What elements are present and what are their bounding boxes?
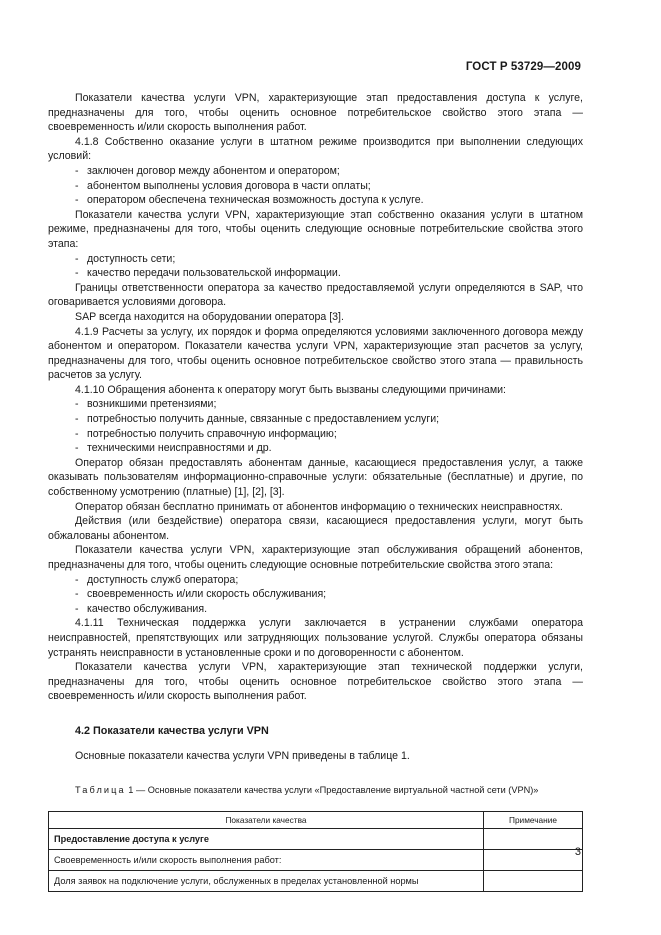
table-cell-note <box>484 849 583 870</box>
list-marker: - <box>75 164 79 177</box>
table-cell-indicator: Предоставление доступа к услуге <box>49 828 484 849</box>
paragraph: Показатели качества услуги VPN, характеризующие этап обслуживания обращений абонентов, предназначены для того, чтобы оценить следующие основные потребительские свойства этого этапа: <box>48 544 583 571</box>
list-item-text: абонентом выполнены условия договора в части оплаты; <box>87 179 371 192</box>
paragraph: Оператор обязан предоставлять абонентам данные, касающиеся предоставления услуг, а также оказывать пользователям информационно-справочные услуги: обязательные (бесплатные) и другие, по собственному усмотрению (платные) [1], [2], [3]. <box>48 456 583 499</box>
paragraph: Оператор обязан бесплатно принимать от абонентов информацию о технических неисправностях. <box>75 500 563 513</box>
table-caption-label: Таблица <box>75 785 126 796</box>
page-body <box>48 91 583 892</box>
paragraph: Показатели качества услуги VPN, характеризующие этап предоставления доступа к услуге, предназначены для того, чтобы оценить основное потребительское свойство этого этапа — своевременность и/или скорость выполнения работ. <box>48 92 583 134</box>
list-marker: - <box>75 252 79 265</box>
paragraph: SAP всегда находится на оборудовании оператора [3]. <box>75 310 344 323</box>
list-item-text: доступность служб оператора; <box>87 573 239 586</box>
table-row <box>49 828 583 849</box>
list-item <box>48 412 583 427</box>
paragraph: Действия (или бездействие) оператора связи, касающиеся предоставления услуги, могут быть обжалованы абонентом. <box>48 515 583 542</box>
list-item <box>48 193 583 208</box>
list-marker: - <box>75 267 79 280</box>
quality-indicators-table <box>48 811 583 892</box>
list-item <box>48 397 583 412</box>
list-item <box>48 441 583 456</box>
list-item <box>48 179 583 194</box>
list-item-text: потребностью получить данные, связанные с предоставлением услуги; <box>87 413 440 426</box>
list-item <box>48 602 583 617</box>
list-item-text: оператором обеспечена техническая возможность доступа к услуге. <box>87 194 424 207</box>
list-item-text: потребностью получить справочную информацию; <box>87 427 337 440</box>
list-item <box>48 164 583 179</box>
table-header-note: Примечание <box>484 811 583 828</box>
paragraph: 4.1.10 Обращения абонента к оператору могут быть вызваны следующими причинами: <box>75 383 506 396</box>
paragraph: 4.1.8 Собственно оказание услуги в штатном режиме производится при выполнении следующих условий: <box>48 135 583 163</box>
list-marker: - <box>75 442 79 455</box>
list-item <box>48 573 583 588</box>
list-marker: - <box>75 194 79 207</box>
list-item-text: техническими неисправностями и др. <box>87 442 272 455</box>
list-item <box>48 587 583 602</box>
table-cell-indicator: Доля заявок на подключение услуги, обслуженных в пределах установленной нормы <box>49 870 484 891</box>
table-caption <box>48 783 583 798</box>
list-item-text: своевременность и/или скорость обслуживания; <box>87 588 327 601</box>
list-marker: - <box>75 588 79 601</box>
table-cell-note <box>484 828 583 849</box>
list-item <box>48 427 583 442</box>
table-header-indicator: Показатели качества <box>49 811 484 828</box>
table-cell-indicator: Своевременность и/или скорость выполнения работ: <box>49 849 484 870</box>
table-caption-text: 1 — Основные показатели качества услуги «Предоставление виртуальной частной сети (VPN)» <box>125 785 539 796</box>
list-item <box>48 252 583 267</box>
table-row <box>49 849 583 870</box>
section-title: 4.2 Показатели качества услуги VPN <box>75 724 269 737</box>
list-marker: - <box>75 179 79 192</box>
list-marker: - <box>75 602 79 615</box>
list-item-text: качество обслуживания. <box>87 602 208 615</box>
list-marker: - <box>75 427 79 440</box>
list-item <box>48 266 583 281</box>
document-code: ГОСТ Р 53729—2009 <box>465 61 581 73</box>
list-marker: - <box>75 398 79 411</box>
paragraph: 4.1.11 Техническая поддержка услуги заключается в устранении службами оператора неисправностей, препятствующих или затрудняющих пользование услугой. Службы оператора обязаны устранять неисправности в установленные сроки и по договоренности с абонентом. <box>48 617 583 659</box>
table-header-row <box>49 811 583 828</box>
list-item-text: возникшими претензиями; <box>87 398 217 411</box>
list-item-text: доступность сети; <box>87 252 176 265</box>
table-row <box>49 870 583 891</box>
list-item-text: заключен договор между абонентом и оператором; <box>87 164 340 177</box>
table-cell-note <box>484 870 583 891</box>
section-intro: Основные показатели качества услуги VPN приведены в таблице 1. <box>75 749 410 762</box>
list-item-text: качество передачи пользовательской информации. <box>87 267 341 280</box>
paragraph: 4.1.9 Расчеты за услугу, их порядок и форма определяются условиями заключенного договора между абонентом и оператором. Показатели качества услуги VPN, характеризующие этап расчетов за услугу, предназначены для того, чтобы оценить основное потребительское свойство этого этапа — правильность расчетов за услугу. <box>48 325 583 382</box>
list-marker: - <box>75 413 79 426</box>
paragraph: Показатели качества услуги VPN, характеризующие этап технической поддержки услуги, предназначены для того, чтобы оценить основное потребительское свойство этого этапа — своевременность и/или скорость выполнения работ. <box>48 661 583 703</box>
list-marker: - <box>75 573 79 586</box>
paragraph: Границы ответственности оператора за качество предоставляемой услуги определяются в SAP, что оговаривается условиями договора. <box>48 281 583 309</box>
page-number: 3 <box>574 846 581 858</box>
paragraph: Показатели качества услуги VPN, характеризующие этап собственно оказания услуги в штатном режиме, предназначены для того, чтобы оценить следующие основные потребительские свойства этого этапа: <box>48 208 583 250</box>
